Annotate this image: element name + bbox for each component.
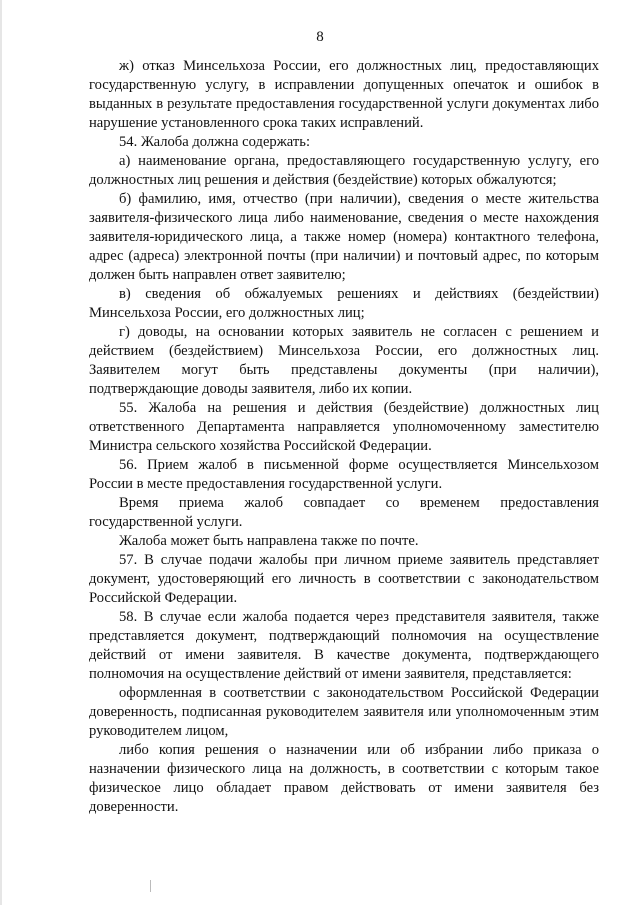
paragraph-by-mail: Жалоба может быть направлена также по почте. <box>119 533 419 549</box>
paragraph-58: 58. В случае если жалоба подается через представителя заявителя, также представляется документ, подтверждающий полномочия на осуществление действий от имени заявителя. В качестве документа, подтверждающего полномочия на осуществление действий от имени заявителя, представляется: <box>89 609 599 682</box>
paragraph-reception-time: Время приема жалоб совпадает со временем предоставления государственной услуги. <box>89 495 599 530</box>
document-body <box>89 57 599 817</box>
paragraph-item-zh: ж) отказ Минсельхоза России, его должностных лиц, предоставляющих государственную услугу, в исправлении допущенных опечаток и ошибок в выданных в результате предоставления государственной услуги документах либо нарушение установленного срока таких исправлений. <box>89 58 599 131</box>
paragraph-power-of-attorney: оформленная в соответствии с законодательством Российской Федерации доверенность, подписанная руководителем заявителя или уполномоченным этим руководителем лицом, <box>89 685 599 739</box>
scan-edge-shadow <box>0 0 2 905</box>
paragraph-appointment-copy: либо копия решения о назначении или об избрании либо приказа о назначении физического лица на должность, в соответствии с которым такое физическое лицо обладает правом действовать от имени заявителя без доверенности. <box>89 742 599 815</box>
paragraph-item-v: в) сведения об обжалуемых решениях и действиях (бездействии) Минсельхоза России, его должностных лиц; <box>89 286 599 321</box>
paragraph-56: 56. Прием жалоб в письменной форме осуществляется Минсельхозом России в месте предоставления государственной услуги. <box>89 457 599 492</box>
page-number: 8 <box>316 29 324 45</box>
paragraph-item-g: г) доводы, на основании которых заявитель не согласен с решением и действием (бездействием) Минсельхоза России, его должностных лиц. Заявителем могут быть представлены документы (при наличии), подтверждающие доводы заявителя, либо их копии. <box>89 324 599 397</box>
paragraph-57: 57. В случае подачи жалобы при личном приеме заявитель представляет документ, удостоверяющий его личность в соответствии с законодательством Российской Федерации. <box>89 552 599 606</box>
paragraph-55: 55. Жалоба на решения и действия (бездействие) должностных лиц ответственного Департамента направляется уполномоченному заместителю Министра сельского хозяйства Российской Федерации. <box>89 400 599 454</box>
paragraph-54: 54. Жалоба должна содержать: <box>119 134 310 150</box>
paragraph-item-b: б) фамилию, имя, отчество (при наличии), сведения о месте жительства заявителя-физического лица либо наименование, сведения о месте нахождения заявителя-юридического лица, а также номер (номера) контактного телефона, адрес (адреса) электронной почты (при наличии) и почтовый адрес, по которым должен быть направлен ответ заявителю; <box>89 191 599 283</box>
scan-artifact-mark <box>150 880 151 892</box>
paragraph-item-a: а) наименование органа, предоставляющего государственную услугу, его должностных лиц решения и действия (бездействие) которых обжалуются; <box>89 153 599 188</box>
